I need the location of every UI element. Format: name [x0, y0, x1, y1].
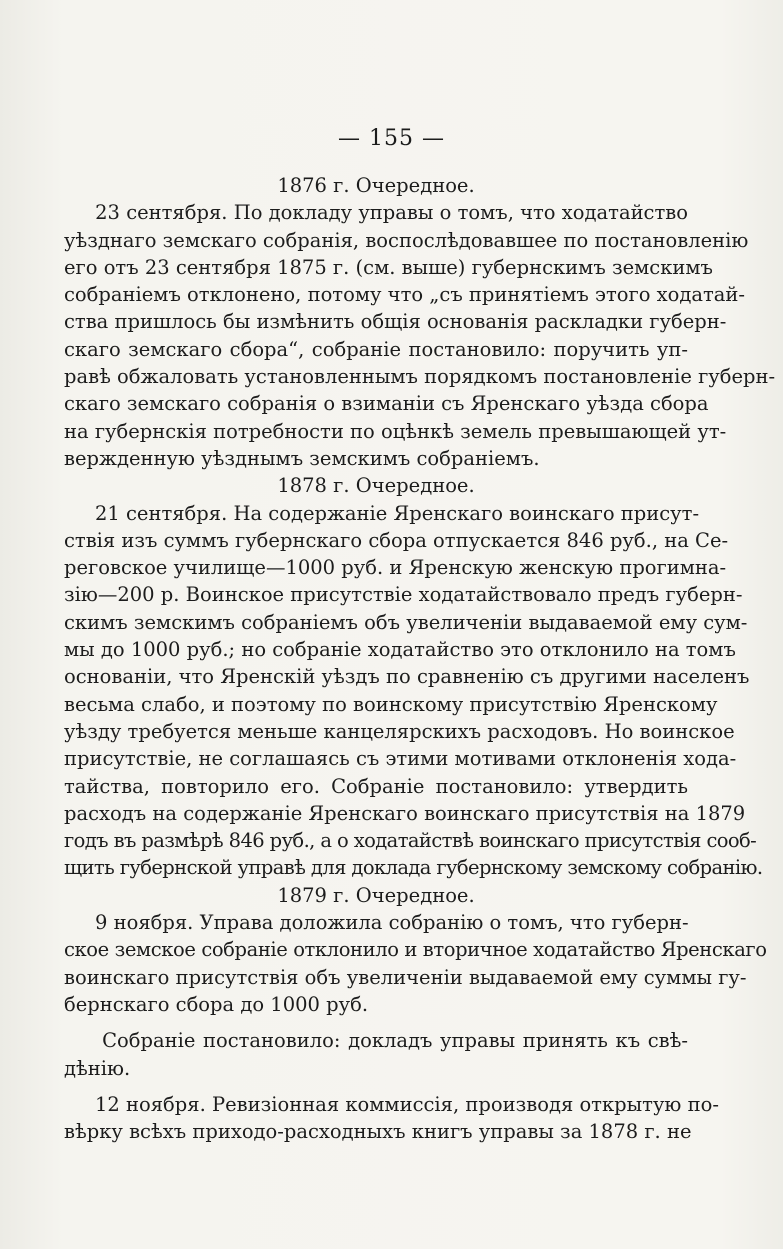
- text-line: реговское училище—1000 руб. и Яренскую женскую прогимна-: [64, 556, 727, 580]
- text-line: 9 ноября. Управа доложила собранію о томъ, что губерн-: [64, 911, 689, 935]
- page-body: [64, 172, 776, 1145]
- section-heading-1879: 1879 г. Очередное.: [277, 883, 475, 907]
- paragraph-1878-sep-21: [64, 500, 763, 882]
- text-line: тайства, повторило его. Собраніе постановило: утвердить: [64, 774, 688, 798]
- text-line: воинскаго присутствія объ увеличеніи выдаваемой ему суммы гу-: [64, 965, 747, 989]
- text-line: на губернскія потребности по оцѣнкѣ земель превышающей ут-: [64, 419, 727, 443]
- text-line: годъ въ размѣрѣ 846 руб., а о ходатайствѣ воинскаго присутствія сооб-: [64, 829, 757, 853]
- text-line: уѣзду требуется меньше канцелярскихъ расходовъ. Но воинское: [64, 719, 735, 743]
- text-line: бернскаго сбора до 1000 руб.: [64, 992, 369, 1016]
- text-line: 21 сентября. На содержаніе Яренскаго воинскаго присут-: [64, 501, 700, 525]
- text-line: 23 сентября. По докладу управы о томъ, что ходатайство: [64, 201, 688, 225]
- text-line: скаго земскаго собранія о взиманіи съ Яренскаго уѣзда сбора: [64, 392, 709, 416]
- paragraph-resolution: [64, 1027, 688, 1082]
- text-line: скаго земскаго сбора“, собраніе постановило: поручить уп-: [64, 337, 688, 361]
- section-heading-1878: 1878 г. Очередное.: [277, 474, 475, 498]
- text-line: его отъ 23 сентября 1875 г. (см. выше) губернскимъ земскимъ: [64, 255, 713, 279]
- text-line: зію—200 р. Воинское присутствіе ходатайствовало предъ губерн-: [64, 583, 743, 607]
- text-line: ства пришлось бы измѣнить общія основанія раскладки губерн-: [64, 310, 727, 334]
- text-line: вѣрку всѣхъ приходо-расходныхъ книгъ управы за 1878 г. не: [64, 1120, 692, 1144]
- text-line: собраніемъ отклонено, потому что „съ принятіемъ этого ходатай-: [64, 283, 746, 307]
- text-line: вержденную уѣзднымъ земскимъ собраніемъ.: [64, 446, 540, 470]
- text-line: щить губернской управѣ для доклада губернскому земскому собранію.: [64, 856, 763, 880]
- paragraph-1879-nov-9: [64, 909, 767, 1018]
- text-line: мы до 1000 руб.; но собраніе ходатайство это отклонило на томъ: [64, 638, 736, 662]
- text-line: равѣ обжаловать установленнымъ порядкомъ постановленіе губерн-: [64, 365, 776, 389]
- text-line: Собраніе постановило: докладъ управы принять къ свѣ-: [64, 1029, 688, 1053]
- text-line: уѣзднаго земскаго собранія, воспослѣдовавшее по постановленію: [64, 228, 749, 252]
- text-line: ское земское собраніе отклонило и вторичное ходатайство Яренскаго: [64, 938, 767, 962]
- text-line: основаніи, что Яренскій уѣздъ по сравненію съ другими населенъ: [64, 665, 750, 689]
- text-line: дѣнію.: [64, 1056, 131, 1080]
- text-line: скимъ земскимъ собраніемъ объ увеличеніи выдаваемой ему сум-: [64, 610, 748, 634]
- paragraph-1876-sep-23: [64, 199, 776, 472]
- text-line: расходъ на содержаніе Яренскаго воинскаго присутствія на 1879: [64, 801, 746, 825]
- paragraph-1879-nov-12: [64, 1091, 719, 1146]
- text-line: весьма слабо, и поэтому по воинскому присутствію Яренскому: [64, 692, 718, 716]
- page-number: — 155 —: [338, 126, 445, 151]
- text-line: присутствіе, не соглашаясь съ этими мотивами отклоненія хода-: [64, 747, 737, 771]
- text-line: ствія изъ суммъ губернскаго сбора отпускается 846 руб., на Се-: [64, 528, 729, 552]
- text-line: 12 ноября. Ревизіонная коммиссія, производя открытую по-: [64, 1092, 719, 1116]
- section-heading-1876: 1876 г. Очередное.: [277, 174, 475, 197]
